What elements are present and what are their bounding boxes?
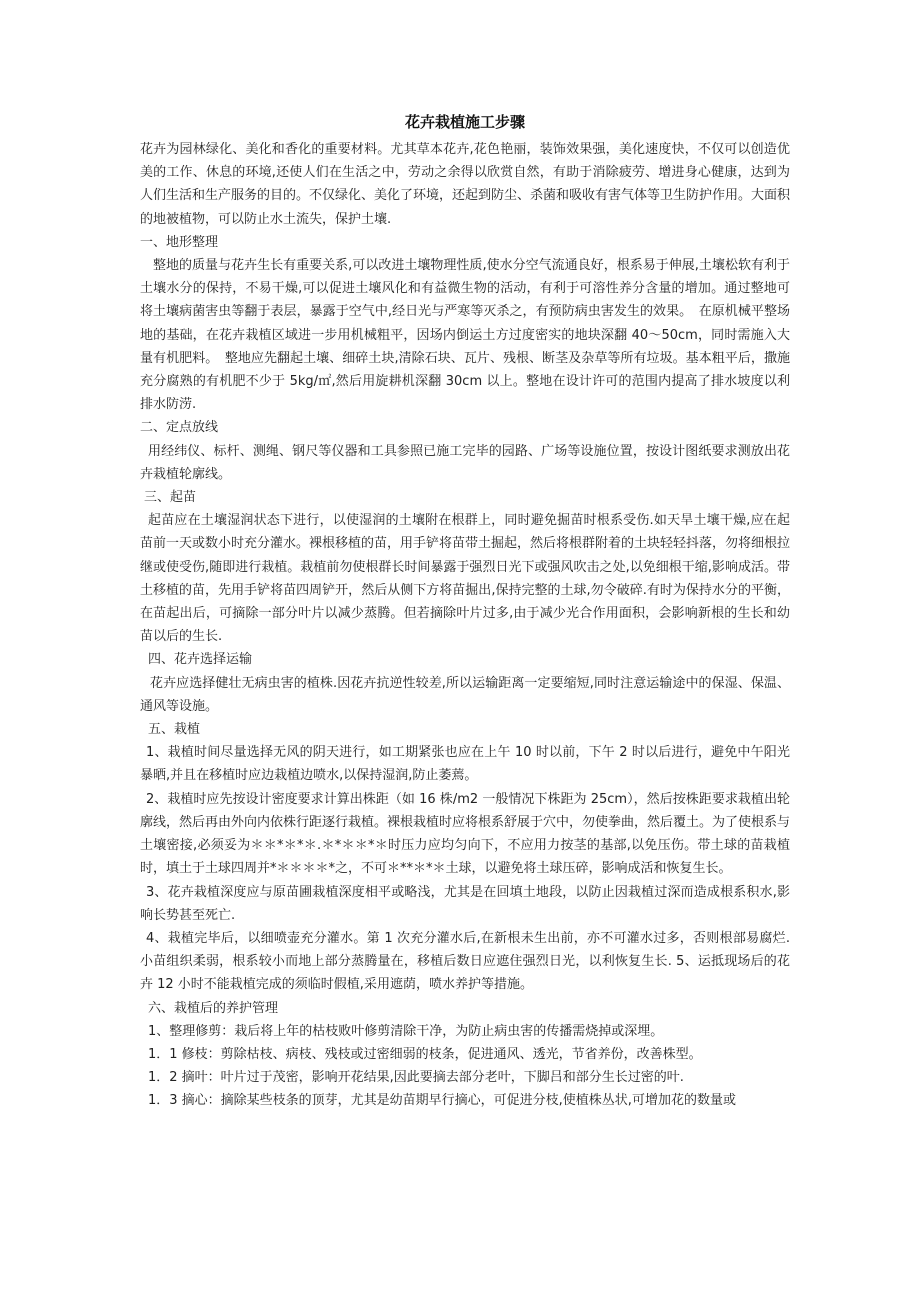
section-body-terrain: 整地的质量与花卉生长有重要关系,可以改进土壤物理性质,使水分空气流通良好，根系易于伸展,土壤松软有利于土壤水分的保持，不易干燥,可以促进土壤风化和有益微生物的活动，有利于可溶性养分含量的增加。通过整地可将土壤病菌害虫等翻于表层，暴露于空气中,经日光与严寒等灭杀之，有预防病虫害发生的效果。 在原机械平整场地的基础，在花卉栽植区域进一步用机械粗平，因场内倒运土方过度密实的地块深翻 40～50cm，同时需施入大量有机肥料。 整地应先翻起土壤、细碎土块,清除石块、瓦片、残根、断茎及杂草等所有垃圾。基本粗平后，撒施充分腐熟的有机肥不少于 5kg/㎡,然后用旋耕机深翻 30cm 以上。整地在设计许可的范围内提高了排水坡度以利排水防涝. [140,258,790,413]
planting-item-1: 1、栽植时间尽量选择无风的阴天进行，如工期紧张也应在上午 10 时以前，下午 2 时以后进行，避免中午阳光暴晒,并且在移植时应边栽植边喷水,以保持湿润,防止萎蔫。 [140,745,790,784]
document-title: 花卉栽植施工步骤 [404,113,525,131]
maintenance-item-1-2: 1．2 摘叶：叶片过于茂密，影响开花结果,因此要摘去部分老叶，下脚吕和部分生长过密的叶. [148,1070,684,1086]
section-body-layout: 用经纬仪、标杆、测绳、钢尺等仪器和工具参照已施工完毕的园路、广场等设施位置，按设计图纸要求测放出花卉栽植轮廓线。 [140,443,790,482]
document-page [140,112,790,1113]
planting-item-3: 3、花卉栽植深度应与原苗圃栽植深度相平或略浅，尤其是在回填土地段，以防止因栽植过深而造成根系积水,影响长势甚至死亡. [140,884,790,923]
maintenance-item-1-3: 1．3 摘心：摘除某些枝条的顶芽，尤其是幼苗期早行摘心，可促进分枝,使植株丛状,可增加花的数量或 [148,1093,736,1109]
planting-item-4: 4、栽植完毕后，以细喷壶充分灌水。第 1 次充分灌水后,在新根未生出前，亦不可灌水过多，否则根部易腐烂.小苗组织柔弱，根系较小而地上部分蒸腾量在，移植后数日应遮住强烈日光，以利恢复生长. 5、运抵现场后的花卉 12 小时不能栽植完成的须临时假植,采用遮荫，喷水养护等措施。 [140,930,790,993]
section-body-lifting: 起苗应在土壤湿润状态下进行，以使湿润的土壤附在根群上，同时避免掘苗时根系受伤.如天旱土壤干燥,应在起苗前一天或数小时充分灌水。裸根移植的苗，用手铲将苗带土掘起，然后将根群附着的土块轻轻抖落，勿将细根拉继或使受伤,随即进行栽植。栽植前勿使根群长时间暴露于强烈日光下或强风吹击之处,以免细根干缩,影响成活。带土移植的苗，先用手铲将苗四周铲开，然后从侧下方将苗掘出,保持完整的土球,勿令破碎.有时为保持水分的平衡，在苗起出后，可摘除一部分叶片以减少蒸腾。但若摘除叶片过多,由于减少光合作用面积，会影响新根的生长和幼苗以后的生长. [140,513,791,645]
intro-paragraph: 花卉为园林绿化、美化和香化的重要材料。尤其草本花卉,花色艳丽，装饰效果强，美化速度快，不仅可以创造优美的工作、休息的环境,还使人们在生活之中，劳动之余得以欣赏自然，有助于消除疲劳、增进身心健康，达到为人们生活和生产服务的目的。不仅绿化、美化了环境，还起到防尘、杀菌和吸收有害气体等卫生防护作用。大面积的地被植物，可以防止水土流失，保护土壤. [140,142,791,227]
planting-item-2: 2、栽植时应先按设计密度要求计算出株距（如 16 株/m2 一般情况下株距为 25cm），然后按株距要求栽植出轮廓线，然后再由外向内依株行距逐行栽植。裸根栽植时应将根系舒展于穴中，勿使拳曲，然后覆土。为了使根系与土壤密接,必须妥为＊＊*＊*＊.＊*＊＊*＊时压力应均匀向下，不应用力按茎的基部,以免压伤。带土球的苗栽植时，填土于土球四周并*＊＊＊＊*之，不可＊**＊*＊土球，以避免将土球压碎，影响成活和恢复生长。 [140,791,791,877]
section-heading-terrain: 一、地形整理 [140,234,219,250]
section-heading-planting: 五、栽植 [148,722,201,738]
section-heading-maintenance: 六、栽植后的养护管理 [148,1000,279,1016]
maintenance-item-1-1: 1．1 修枝：剪除枯枝、病枝、残枝或过密细弱的枝条，促进通风、透光，节省养份，改善株型。 [148,1046,702,1062]
section-heading-transport: 四、花卉选择运输 [148,652,253,668]
section-heading-lifting: 三、起苗 [144,490,197,506]
section-heading-layout: 二、定点放线 [140,420,219,436]
section-body-transport: 花卉应选择健壮无病虫害的植株.因花卉抗逆性较差,所以运输距离一定要缩短,同时注意运输途中的保湿、保温、通风等设施。 [140,675,790,714]
maintenance-item-1: 1、整理修剪：栽后将上年的枯枝败叶修剪清除干净，为防止病虫害的传播需烧掉或深埋。 [148,1023,664,1039]
